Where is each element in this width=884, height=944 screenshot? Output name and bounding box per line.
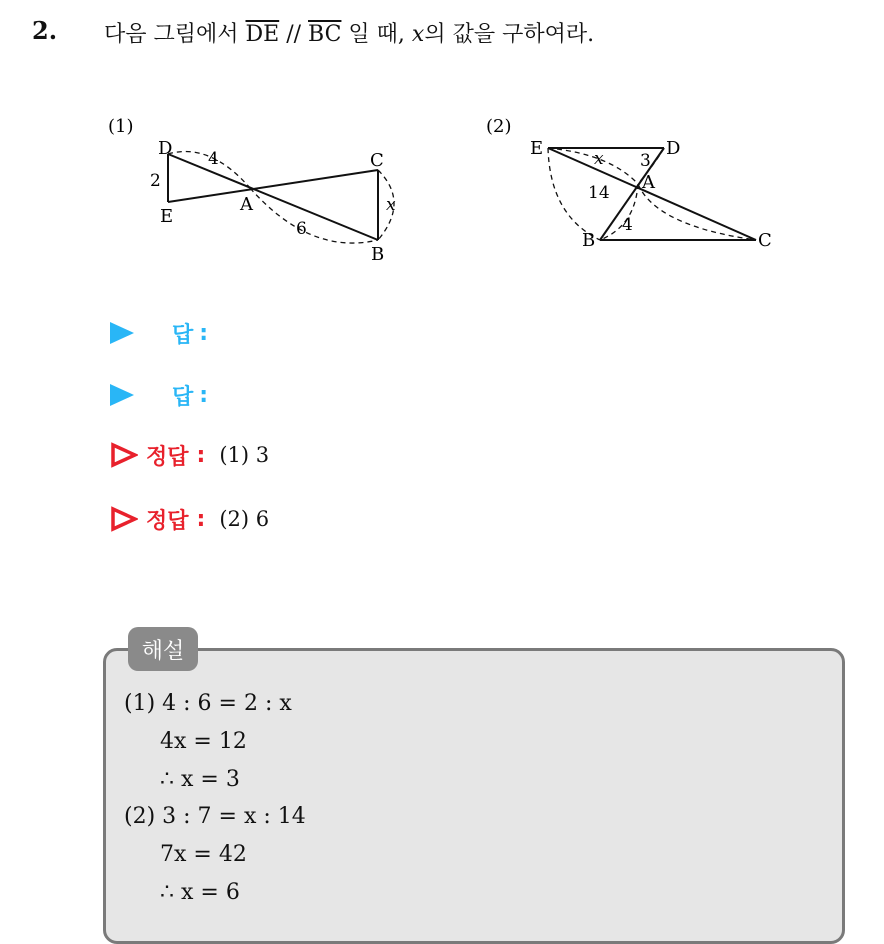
length-ea: x (594, 149, 604, 169)
solution-line: (2) 3 : 7 = x : 14 (124, 804, 306, 829)
figure-1 (100, 106, 420, 276)
answer-colon: : (199, 320, 209, 346)
length-da: 3 (640, 151, 651, 171)
play-marker-icon (110, 384, 134, 406)
question-text-before: 다음 그림에서 (104, 22, 246, 47)
outline-triangle-icon (110, 506, 138, 532)
figure-2-label: (2) (486, 116, 512, 137)
correct-row-1 (110, 440, 269, 470)
length-eb: 14 (588, 183, 610, 203)
question-number: 2. (32, 16, 58, 45)
solution-line: (1) 4 : 6 = 2 : x (124, 691, 292, 716)
correct-label: 정답 (146, 444, 189, 470)
answer-colon: : (199, 382, 209, 408)
correct-value: (1) 3 (219, 443, 270, 467)
segment-e-c (548, 148, 756, 240)
point-a: A (642, 172, 655, 193)
segment-bc: $\overline{BC}$ (308, 22, 342, 47)
figure-2 (480, 106, 790, 276)
point-e: E (160, 206, 174, 227)
solution-line: 7x = 42 (160, 842, 247, 867)
length-bc: x (386, 195, 396, 215)
figure-1-label: (1) (108, 116, 134, 137)
solution-tab: 해설 (128, 627, 198, 671)
solution-box (103, 648, 845, 944)
answer-label: 답 (172, 384, 194, 410)
correct-label: 정답 (146, 508, 189, 534)
parallel-symbol: // (279, 22, 309, 47)
question-text (104, 17, 594, 48)
point-b: B (582, 230, 596, 251)
solution-line: ∴ x = 3 (160, 767, 240, 792)
correct-colon: : (196, 442, 206, 468)
point-e: E (530, 138, 544, 159)
correct-row-2 (110, 504, 269, 534)
point-b: B (371, 244, 385, 265)
correct-colon: : (196, 506, 206, 532)
length-ab: 4 (622, 215, 633, 235)
question-text-mid: 일 때, (341, 22, 412, 47)
solution-line: ∴ x = 6 (160, 880, 240, 905)
answer-label: 답 (172, 322, 194, 348)
point-c: C (758, 230, 772, 251)
answer-row-1 (110, 318, 222, 348)
solution-line: 4x = 12 (160, 729, 247, 754)
length-ab: 6 (296, 219, 307, 239)
point-a: A (240, 194, 253, 215)
correct-value: (2) 6 (219, 507, 270, 531)
outline-triangle-icon (110, 442, 138, 468)
question-variable: x (411, 22, 425, 47)
point-c: C (370, 150, 384, 171)
play-marker-icon (110, 322, 134, 344)
question-text-after: 의 값을 구하여라. (424, 22, 595, 47)
point-d: D (158, 138, 173, 159)
point-d: D (666, 138, 681, 159)
answer-row-2 (110, 380, 222, 410)
segment-de: $\overline{DE}$ (245, 22, 280, 47)
length-de: 2 (150, 171, 161, 191)
length-da: 4 (208, 149, 219, 169)
